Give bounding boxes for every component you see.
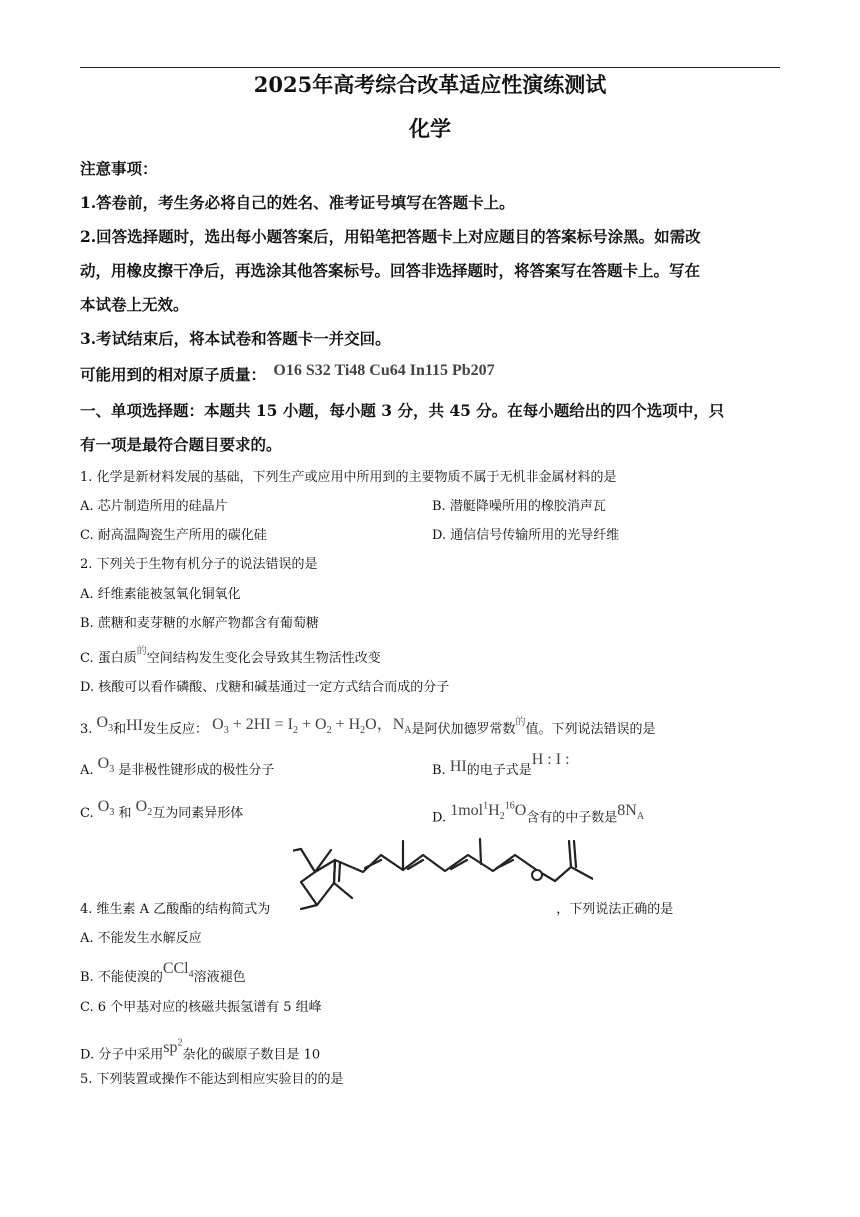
notice-heading: 注意事项：	[80, 159, 158, 178]
q3-scan-mark: 的	[515, 717, 526, 728]
atomic-mass-label: 可能用到的相对原子质量：	[80, 365, 267, 384]
q1-option-c: C. 耐高温陶瓷生产所用的碳化硅	[80, 528, 267, 543]
notice-item-2-line-3: 本试卷上无效。	[80, 295, 189, 314]
q3-stem: 3. $O_3$和HI发生反应： $O_3 + 2HI = I_2 + O_2 + H_2O$，$N_A$是阿伏加德罗常数$^的$值。下列说法错误的是	[80, 714, 656, 737]
notice-item-2-line-1: 2.回答选择题时，选出每小题答案后，用铅笔把答题卡上对应题目的答案标号涂黑。如需改	[80, 227, 701, 246]
subject-title: 化学	[409, 116, 451, 141]
formula-8na: $8N_A$	[617, 802, 645, 823]
q4-option-d: D. 分子中采用$sp^2$杂化的碳原子数目是 10	[80, 1038, 321, 1063]
q1-stem: 1. 化学是新材料发展的基础，下列生产或应用中所用到的主要物质不属于无机非金属材料的是	[80, 470, 617, 485]
q2-scan-mark: 的	[136, 646, 147, 657]
q3-option-c: C. $O_3$ 和 $O_2$互为同素异形体	[80, 798, 244, 821]
header-rule	[80, 67, 780, 68]
formula-ccl4: CCl$_4$	[162, 960, 194, 981]
q4-option-c: C. 6 个甲基对应的核磁共振氢谱有 5 组峰	[80, 1000, 322, 1015]
formula-hi: HI	[126, 717, 144, 734]
formula-o3: $O_3$	[96, 714, 114, 735]
q2-option-b: B. 蔗糖和麦芽糖的水解产物都含有葡萄糖	[80, 616, 319, 631]
q1-option-d: D. 通信信号传输所用的光导纤维	[432, 528, 620, 543]
q2-option-d: D. 核酸可以看作磷酸、戊糖和碱基通过一定方式结合而成的分子	[80, 680, 450, 695]
formula-o3-a: $O_3$	[97, 755, 115, 776]
q3-option-a: A. $O_3$ 是非极性键形成的极性分子	[80, 755, 275, 778]
q3-option-b: B. HI的电子式是H : I :	[432, 751, 570, 778]
formula-sp2: $sp^2$	[163, 1038, 183, 1057]
q1-option-b: B. 潜艇降噪所用的橡胶消声瓦	[432, 499, 606, 514]
section-1-line-2: 有一项是最符合题目要求的。	[80, 435, 282, 454]
formula-heavy-water: $1mol^1H_2^{16}O$	[450, 801, 527, 823]
q5-stem: 5. 下列装置或操作不能达到相应实验目的的是	[80, 1072, 344, 1087]
q2-option-c: C. 蛋白质$^的$空间结构发生变化会导致其生物活性改变	[80, 646, 381, 666]
atomic-mass-line	[80, 364, 495, 387]
formula-o2: $O_2$	[135, 798, 153, 819]
notice-item-2-line-2: 动，用橡皮擦干净后，再选涂其他答案标号。回答非选择题时，将答案写在答题卡上。写在	[80, 261, 701, 280]
q4-option-b: B. 不能使溴的CCl$_4$溶液褪色	[80, 960, 246, 985]
exam-title: 2025年高考综合改革适应性演练测试	[253, 72, 607, 97]
q2-option-a: A. 纤维素能被氢氧化铜氧化	[80, 587, 241, 602]
q1-option-a: A. 芯片制造所用的硅晶片	[80, 499, 228, 514]
atomic-mass-values: O16 S32 Ti48 Cu64 In115 Pb207	[273, 362, 495, 379]
q2-stem: 2. 下列关于生物有机分子的说法错误的是	[80, 557, 318, 572]
notice-item-1: 1.答卷前，考生务必将自己的姓名、准考证号填写在答题卡上。	[80, 193, 515, 212]
notice-item-3: 3.考试结束后，将本试卷和答题卡一并交回。	[80, 329, 391, 348]
q3-option-d: D. $1mol^1H_2^{16}O$含有的中子数是$8N_A$	[432, 801, 645, 826]
electron-formula: H : I :	[531, 751, 570, 768]
q4-option-a: A. 不能发生水解反应	[80, 931, 202, 946]
reaction-equation: $O_3 + 2HI = I_2 + O_2 + H_2O$，$N_A$	[212, 716, 412, 737]
q4-stem: 4. 维生素 A 乙酸酯的结构简式为 ，下列说法正确的是	[80, 902, 674, 917]
section-1-line-1: 一、单项选择题：本题共 15 小题，每小题 3 分，共 45 分。在每小题给出的四个选项中，只	[80, 401, 725, 420]
